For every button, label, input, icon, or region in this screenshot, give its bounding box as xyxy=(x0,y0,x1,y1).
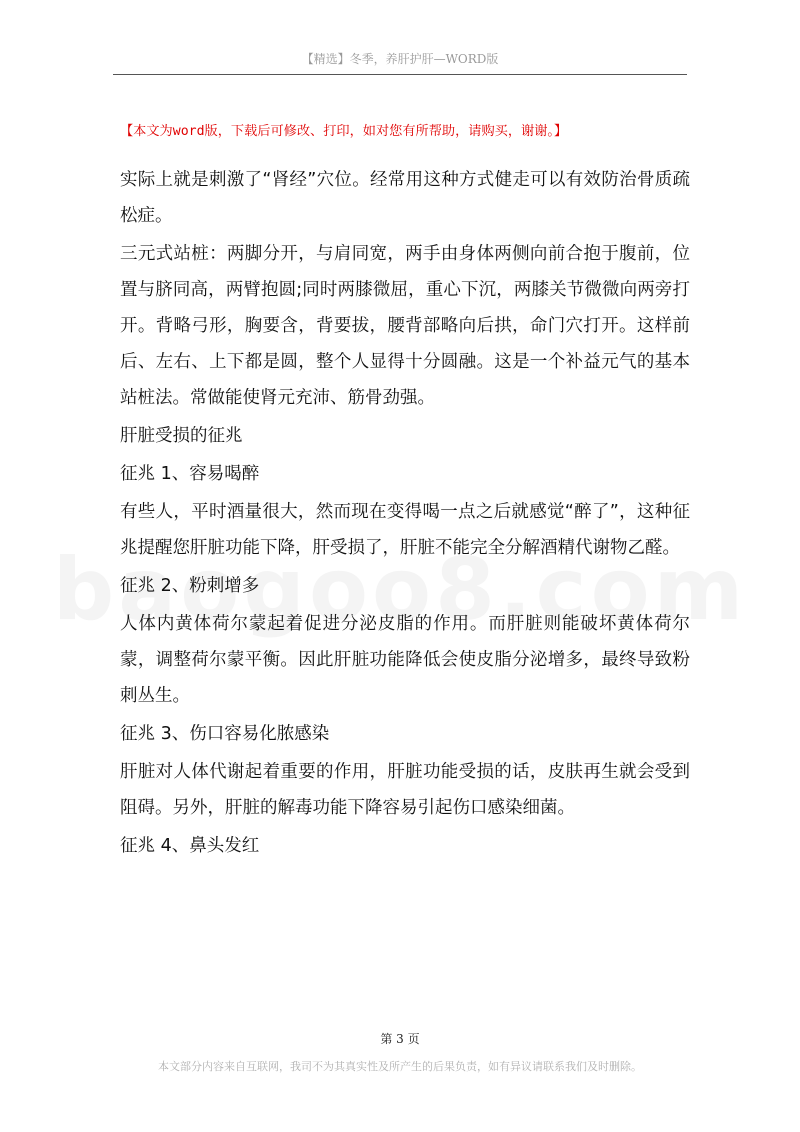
section-heading-liver-signs: 肝脏受损的征兆 xyxy=(120,426,243,446)
footer-disclaimer: 本文部分内容来自互联网，我司不为其真实性及所产生的后果负责，如有异议请联系我们及时删除。 xyxy=(158,1060,642,1073)
document-body xyxy=(120,162,690,866)
paragraph-standing-posture: 三元式站桩：两脚分开，与肩同宽，两手由身体两侧向前合抱于腹前，位置与脐同高，两臂抱圆;同时两膝微屈，重心下沉，两膝关节微微向两旁打开。背略弓形，胸要含，背要拔，腰背部略向后拱，命门穴打开。这样前后、左右、上下都是圆，整个人显得十分圆融。这是一个补益元气的基本站桩法。常做能使肾元充沛、筋骨劲强。 xyxy=(120,244,690,408)
paragraph-kidney-meridian: 实际上就是刺激了“肾经”穴位。经常用这种方式健走可以有效防治骨质疏松症。 xyxy=(120,170,690,226)
download-notice: 【本文为word版，下载后可修改、打印，如对您有所帮助，请购买，谢谢。】 xyxy=(120,124,568,139)
paragraph-sign-2: 人体内黄体荷尔蒙起着促进分泌皮脂的作用。而肝脏则能破坏黄体荷尔蒙，调整荷尔蒙平衡。因此肝脏功能降低会使皮脂分泌增多，最终导致粉刺丛生。 xyxy=(120,614,690,706)
header-divider xyxy=(113,74,687,75)
sign-heading-2: 征兆 2、粉刺增多 xyxy=(120,576,260,596)
paragraph-sign-3: 肝脏对人体代谢起着重要的作用，肝脏功能受损的话，皮肤再生就会受到阻碍。另外，肝脏的解毒功能下降容易引起伤口感染细菌。 xyxy=(120,762,690,818)
page-header-title: 【精选】冬季，养肝护肝—WORD版 xyxy=(301,52,499,66)
paragraph-sign-1: 有些人，平时酒量很大，然而现在变得喝一点之后就感觉“醉了”，这种征兆提醒您肝脏功能下降，肝受损了，肝脏不能完全分解酒精代谢物乙醛。 xyxy=(120,502,690,558)
sign-heading-3: 征兆 3、伤口容易化脓感染 xyxy=(120,724,330,744)
page-number: 第 3 页 xyxy=(380,1032,420,1046)
sign-heading-4: 征兆 4、鼻头发红 xyxy=(120,836,260,856)
sign-heading-1: 征兆 1、容易喝醉 xyxy=(120,464,260,484)
